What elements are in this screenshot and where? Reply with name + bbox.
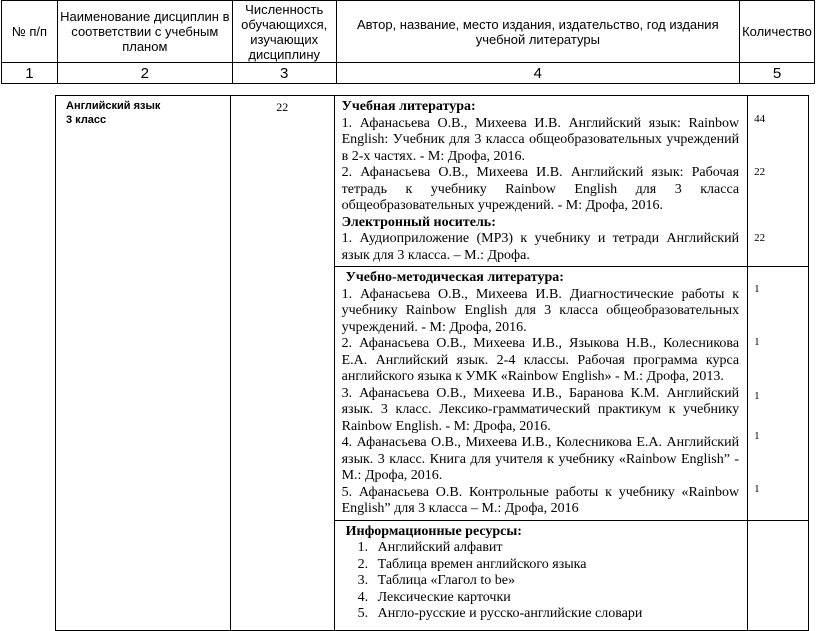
quantity-value: 22 [754,166,766,178]
column-number: 4 [336,63,739,84]
subject-cell [56,96,231,631]
textbooks-cell [334,96,747,267]
resource-item: 4. Лексические карточки [372,590,739,607]
resource-item: 2. Таблица времен английского языка [372,557,739,574]
methodical-quantity-cell [748,267,809,521]
methodical-item: 1. Афанасьева О.В., Михеева И.В. Диагностические работы к учебнику Rainbow English для 3 класса общеобразовательных учреждений. - М: Дрофа, 2016. [341,286,740,335]
resources-cell [334,520,747,630]
resource-item: 3. Таблица «Глагол to be» [372,573,739,590]
methodical-cell [334,267,747,521]
subject-grade: 3 класс [66,114,107,126]
textbooks-quantity-cell [748,96,809,267]
header-discipline: Наименование дисциплин в соответствии с учебным планом [57,1,232,63]
quantity-value: 1 [754,283,760,295]
quantity-value: 1 [754,336,760,348]
header-table [1,0,815,84]
methodical-heading: Учебно-методическая литература: [345,270,564,285]
column-number: 3 [232,63,336,84]
textbook-item: 1. Афанасьева О.В., Михеева И.В. Английский язык: Rainbow English: Учебник для 3 класса общеобразовательных учреждений в 2-х частях. - М: Дрофа, 2016. [341,115,740,164]
header-number: № п/п [2,1,58,63]
quantity-value: 1 [754,483,760,495]
resource-item: 1. Английский алфавит [372,540,739,557]
column-number: 2 [57,63,232,84]
media-heading: Электронный носитель: [341,214,496,230]
quantity-value: 22 [754,232,766,244]
resources-heading: Информационные ресурсы: [345,523,522,539]
subject-name: Английский язык [66,100,161,112]
methodical-item: 3. Афанасьева О.В., Михеева И.В., Баранова К.М. Английский язык. 3 класс. Лексико-грамматический практикум к учебнику Rainbow English. - М: Дрофа, 2016. [341,385,740,434]
column-number: 5 [739,63,814,84]
resource-item: 5. Англо-русские и русско-английские словари [372,606,739,623]
quantity-value: 44 [754,113,766,125]
literature-table [55,95,809,631]
header-students: Численность обучающихся, изучающих дисциплину [232,1,336,63]
students-count: 22 [230,96,334,631]
quantity-value: 1 [754,430,760,442]
textbook-item: 2. Афанасьева О.В., Михеева И.В. Английский язык: Рабочая тетрадь к учебнику Rainbow English для 3 класса общеобразовательных учреждений. - М: Дрофа, 2016. [341,165,740,213]
textbooks-heading: Учебная литература: [341,99,476,114]
methodical-item: 4. Афанасьева О.В., Михеева И.В., Колесникова Е.А. Английский язык. 3 класс. Книга для учителя к учебнику «Rainbow English” - М.: Дрофа, 2016. [341,435,740,483]
quantity-value: 1 [754,390,760,402]
column-number: 1 [2,63,58,84]
media-item: 1. Аудиоприложение (MP3) к учебнику и тетради Английский язык для 3 класса. – М.: Дрофа. [341,231,740,263]
methodical-item: 5. Афанасьева О.В. Контрольные работы к учебнику «Rainbow English” для 3 класса – М.: Дрофа, 2016 [341,484,740,516]
resources-list [342,540,739,623]
header-literature: Автор, название, место издания, издательство, год издания учебной литературы [336,1,739,63]
methodical-item: 2. Афанасьева О.В., Михеева И.В., Языкова Н.В., Колесникова Е.А. Английский язык. 2-4 классы. Рабочая программа курса английского языка к УМК «Rainbow English» - М.: Дрофа, 2013. [341,336,740,384]
resources-quantity-cell [748,520,809,630]
header-quantity: Количество [739,1,814,63]
